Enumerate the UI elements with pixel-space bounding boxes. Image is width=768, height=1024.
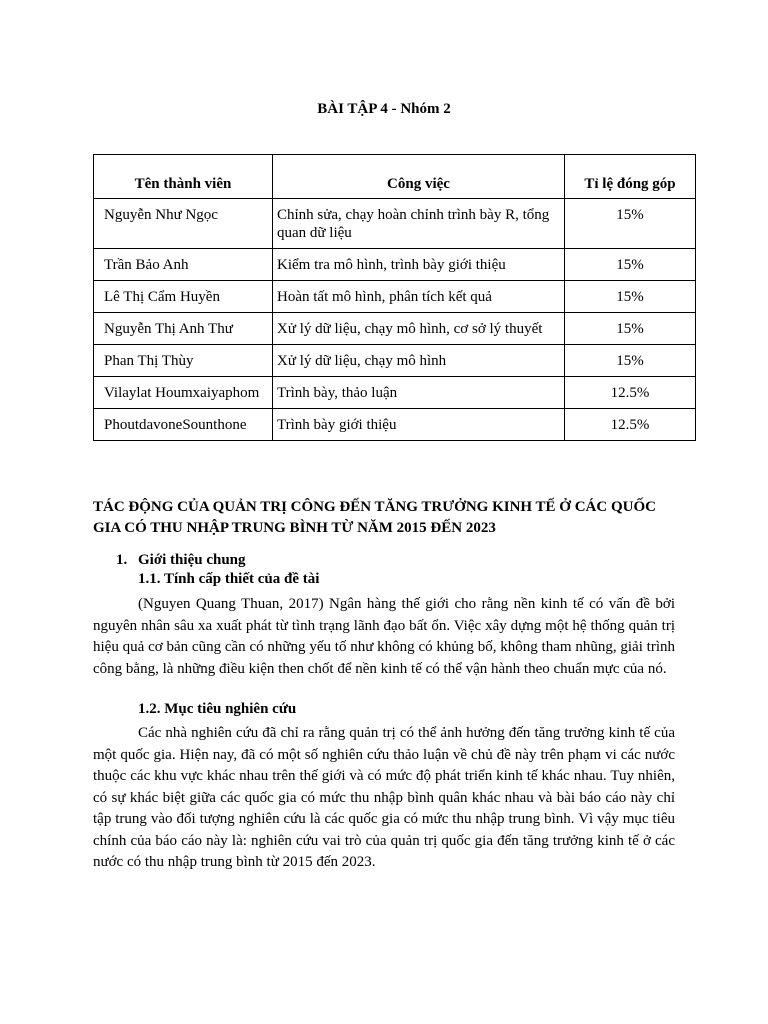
member-share: 12.5% [565,377,696,409]
member-name: Vilaylat Houmxaiyaphom [94,377,273,409]
table-row [94,345,696,377]
table-row [94,199,696,249]
report-heading: TÁC ĐỘNG CỦA QUẢN TRỊ CÔNG ĐẾN TĂNG TRƯỞNG KINH TẾ Ở CÁC QUỐC GIA CÓ THU NHẬP TRUNG BÌNH TỪ NĂM 2015 ĐẾN 2023 [93,499,656,536]
member-task: Xử lý dữ liệu, chạy mô hình, cơ sở lý thuyết [273,313,565,345]
table-row [94,409,696,441]
member-share: 15% [565,345,696,377]
table-row [94,281,696,313]
document-title: BÀI TẬP 4 - Nhóm 2 [317,101,451,117]
member-task: Hoàn tất mô hình, phân tích kết quả [273,281,565,313]
member-name: Lê Thị Cẩm Huyền [94,281,273,313]
member-contribution-table [93,154,696,441]
member-share: 15% [565,281,696,313]
member-task: Kiểm tra mô hình, trình bày giới thiệu [273,249,565,281]
section-1-title: Giới thiệu chung [138,552,246,568]
table-row [94,249,696,281]
member-task: Chỉnh sửa, chạy hoàn chỉnh trình bày R, tổng quan dữ liệu [273,199,565,249]
header-task: Công việc [273,155,565,199]
member-name: Trần Bảo Anh [94,249,273,281]
member-name: Phan Thị Thùy [94,345,273,377]
table-header-row [94,155,696,199]
member-name: PhoutdavoneSounthone [94,409,273,441]
member-task: Xử lý dữ liệu, chạy mô hình [273,345,565,377]
section-1-heading [116,550,246,570]
header-member-name: Tên thành viên [94,155,273,199]
member-share: 15% [565,313,696,345]
member-share: 12.5% [565,409,696,441]
member-name: Nguyễn Như Ngọc [94,199,273,249]
member-task: Trình bày, thảo luận [273,377,565,409]
header-contribution: Tỉ lệ đóng góp [565,155,696,199]
table-row [94,377,696,409]
member-share: 15% [565,199,696,249]
member-name: Nguyễn Thị Anh Thư [94,313,273,345]
table-row [94,313,696,345]
member-task: Trình bày giới thiệu [273,409,565,441]
member-share: 15% [565,249,696,281]
section-1-2-heading: 1.2. Mục tiêu nghiên cứu [138,701,297,717]
section-1-1-paragraph: (Nguyen Quang Thuan, 2017) Ngân hàng thế giới cho rằng nền kinh tế có vấn đề bởi nguyên nhân sâu xa xuất phát từ tình trạng lãnh đạo bất ổn. Việc xây dựng một hệ thống quản trị hiệu quả cơ bản cũng cần có những yếu tố như không có khủng bố, không tham nhũng, giải trình công bằng, là những điều kiện then chốt để nền kinh tế có thể vận hành theo chuẩn mực của nó. [93,596,675,677]
section-1-1-heading: 1.1. Tính cấp thiết của đề tài [138,571,320,587]
section-1-number: 1. [116,552,128,568]
section-1-2-paragraph: Các nhà nghiên cứu đã chỉ ra rằng quản trị có thể ảnh hưởng đến tăng trưởng kinh tế của một quốc gia. Hiện nay, đã có một số nghiên cứu thảo luận về chủ đề này trên phạm vi các nước thuộc các khu vực khác nhau trên thế giới và có mức độ phát triển kinh tế khác nhau. Tuy nhiên, có sự khác biệt giữa các quốc gia có mức thu nhập bình quân khác nhau và bài báo cáo này chỉ tập trung vào đối tượng nghiên cứu là các quốc gia có mức thu nhập trung bình. Vì vậy mục tiêu chính của báo cáo này là: nghiên cứu vai trò của quản trị quốc gia đến tăng trưởng kinh tế ở các nước có thu nhập trung bình từ 2015 đến 2023. [93,725,675,870]
